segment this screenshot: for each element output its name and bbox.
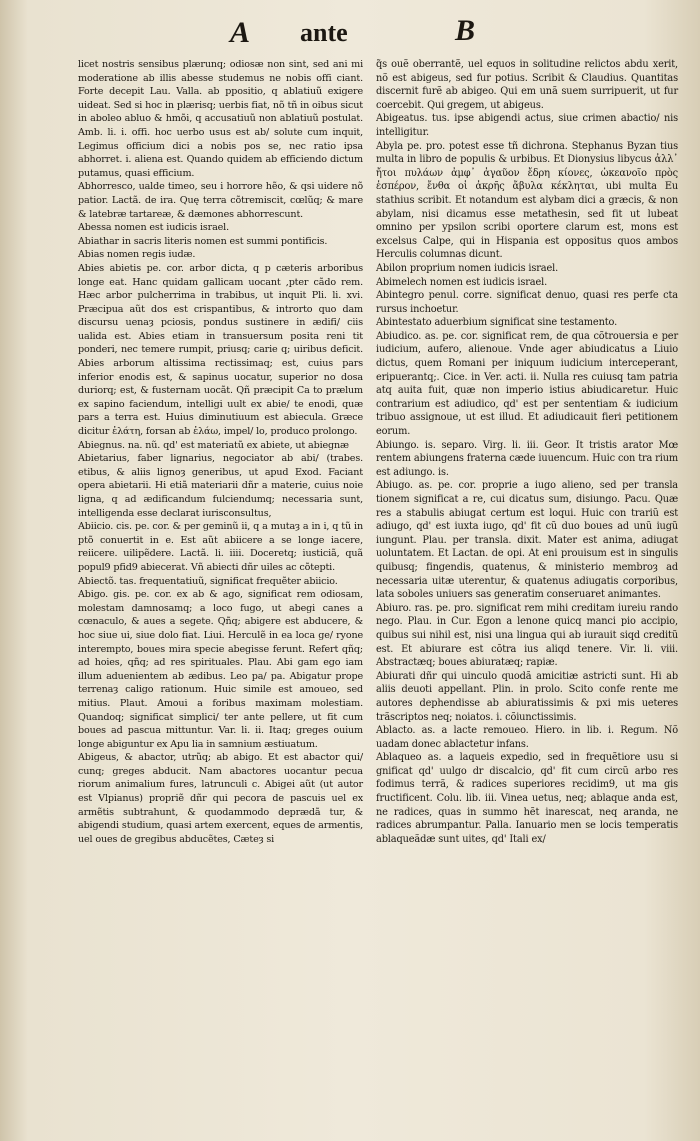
entry-text: Abintestato aduerbium significat sine testamento. xyxy=(376,317,618,329)
entry-text: Abilon proprium nomen iudicis israel. xyxy=(376,262,559,274)
entry-text: Abiurati dñr qui uinculo quodã amicitiæ astricti sunt. Hi ab aliis deuoti appellant. Plin. in prolo. Scito confe rente me autores dephendisse ab abiuratissimis & pxi mis ueteres trãscriptos neq; noiatos. i. cõiunctissimis. xyxy=(376,670,678,723)
header-left-letter: A xyxy=(230,16,251,49)
entry-text: Abigeatus. tus. ipse abigendi actus, siue crimen abactio/ nis intelligitur. xyxy=(376,113,678,138)
entry-text: licet nostris sensibus plærunq; odiosæ non sint, sed ani mi moderatione ab illis abesse studemus ne nobis offi ciant. Forte decepit Lau. Valla. ab ppositio, q ablatiuũ exigere uideat. Sed si hoc in plærisq; uerbis fiat, nõ tñ in oibus sicut in aboleo abluo & hmõi, q accusatiuũ non ablatiuũ postulat. Amb. li. i. offi. hoc uerbo usus est ab/ solute cum inquit, Legimus officium dici a nobis pos se, nec ratio ipsa abhorret. i. aliena est. Quando quidem ab efficiendo dictum putamus, quasi efficium. xyxy=(78,59,363,179)
entry-text: Abietarius, faber lignarius, negociator ab abi/ (trabes. etibus, & aliis lignoȝ generibus, ut apud Exod. Faciant opera abietarii. Hi etiã materiarii dñr a materie, cuius noie ligna, q ad ædificandum fulciendumq; necessaria sunt, intelligenda esse declarat iurisconsultus, xyxy=(78,453,363,519)
entry-text: Abiectõ. tas. frequentatiuũ, significat frequẽter abiicio. xyxy=(78,575,338,587)
entry-text: Abiudico. as. pe. cor. significat rem, de qua cõtrouersia e per iudicium, aufero, alienoue. Vnde ager abiudicatus a Liuio dictus, quem Romani per iniquum iudicium interceperant, eripuerantq;. Cice. in Ver. acti. ii. Nulla res cuiusq tam patria atq auita fuit, quæ non imperio istius abiudicaretur. Huic contrarium est adiudico, qd' est per sententiam & iudicium tribuo assignoue, ut est illud. Et adiudicauit fieri petitionem eorum. xyxy=(376,330,678,438)
entry-text: Abessa nomen est iudicis israel. xyxy=(78,222,229,234)
entry-text: q̃s ouẽ oberrantẽ, uel equos in solitudine relictos abdu xerit, nõ est abigeus, sed fur potius. Scribit & Claudius. Quantitas discernit furẽ ab abigeo. Qui em unã suem surripuerit, ut fur coercebit. Qui gregem, ut abigeus. xyxy=(376,59,678,111)
entry-text: Abintegro penul. corre. significat denuo, quasi res perfe cta rursus inchoetur. xyxy=(376,290,678,315)
header-center-word: ante xyxy=(300,18,348,47)
entry-text: Ablacto. as. a lacte remoueo. Hiero. in lib. i. Regum. Nõ uadam donec ablactetur infans. xyxy=(376,725,678,750)
right-column xyxy=(376,58,678,846)
entry-text: Abiicio. cis. pe. cor. & per geminũ ii, q a mutaȝ a in i, q tũ in ptõ conuertit in e. Est aũt abiicere a se longe iacere, reiicere. uilipẽdere. Lactã. li. iiii. Doceretq; iusticiã, quã popul9 pfid9 abiecerat. Vñ abiecti dñr uiles ac cõtepti. xyxy=(78,521,363,573)
entry-text: Abigo. gis. pe. cor. ex ab & ago, significat rem odiosam, molestam damnosamq; a loco fugo, ut abegi canes a cœnaculo, & aues a segete. Qñq; abigere est abducere, & hoc siue ui, siue dolo fiat. Liui. Herculẽ in ea loca ge/ ryone interempto, boues mira specie abegisse ferunt. Refert qñq; ad hoies, qñq; ad res spirituales. Plau. Abi gam ego iam illum aduenientem ab ædibus. Leo pa/ pa. Abigatur prope terrenaȝ caligo rationum. Huic simile est amoueo, sed mitius. Plaut. Amoui a foribus maximam molestiam. Quandoq; significat simplici/ ter ante pellere, ut fit cum boues ad pascua mittuntur. Var. li. ii. Itaq; greges ouium longe abiguntur ex Apu lia in samnium æstiuatum. xyxy=(78,589,363,750)
running-header xyxy=(0,14,700,48)
entry-text: Abimelech nomen est iudicis israel. xyxy=(376,276,548,288)
entry-text: Abies abietis pe. cor. arbor dicta, q p cæteris arboribus longe eat. Hanc quidam gallicam uocant ,pter cãdo rem. Hæc arbor pulcherrima in trabibus, ut inquit Pli. li. xvi. Præcipua aũt dos est crispantibus, & introrto quo dam discursu uenaȝ pciosis, pondus sustinere in ædifi/ ciis ualida est. Abies etiam in transuersum posita reni tit ponderi, nec temere rumpit, priusq; carie q; uiribus deficit. Abies arborum altissima rectissimaq; est, cuius pars inferior enodis est, & sapinus uocatur, superior no dosa duriorq; est, & fusternam uocãt. Qñ præcipit Ca to prælum ex sapino faciendum, intelligi uult ex abie/ te enodi, quæ pars a terra est. Huius diminutiuum est abiecula. Græce dicitur ἐλάτη, forsan ab ἐλάω, impel/ lo, produco prolongo. xyxy=(78,262,363,438)
entry-text: Abias nomen regis iudæ. xyxy=(78,249,196,261)
entry-text: Abiungo. is. separo. Virg. li. iii. Geor. It tristis arator Mœ rentem abiungens fraterna cæde iuuencum. Huic con tra rium est adiungo. is. xyxy=(376,439,678,478)
left-column xyxy=(78,58,363,846)
entry-text: Abhorresco, ualde timeo, seu i horrore hẽo, & qsi uidere nõ patior. Lactã. de ira. Quę terra cõtremiscit, cœlũq; & mare & latebræ tartareæ, & dæmones abhorrescunt. xyxy=(78,181,363,220)
entry-text: Abiegnus. na. nũ. qd' est materiatũ ex abiete, ut abiegnæ xyxy=(78,439,349,451)
header-right-letter: B xyxy=(455,14,476,47)
entry-text: Abiugo. as. pe. cor. proprie a iugo alieno, sed per transla tionem significat a re, cui dicatus sum, disiungo. Pacu. Quæ res a stabulis abiugat certum est loqui. Huic con trariũ est adiugo, qd' est iuxta iugo, qd' fit cũ duo boues ad unũ iugũ iungunt. Plau. per transla. dixit. Mater est anima, adiugat uoluntatem. Et Lactan. de opi. At eni prouisum est in singulis quibusq; fingendis, quatenus, & ministerio membroȝ ad necessaria uitæ uterentur, & quatenus adiugatis corporibus, lata soboles uniuers sas generatim conseruaret animantes. xyxy=(376,480,678,601)
entry-text: Ablaqueo as. a laqueis expedio, sed in frequẽtiore usu si gnificat qd' uulgo dr discalcio, qd' fit cum circũ arbo res fodimus terrã, & radices superiores recidim9, ut ma gis fructificent. Colu. lib. iii. Vinea uetus, neq; ablaque anda est, ne radices, quas in summo hẽt inarescat, neq aranda, ne radices abrumpantur. Palla. Ianuario men se locis temperatis ablaqueãdæ sunt uites, qd' Itali ex/ xyxy=(376,752,678,845)
entry-text: Abyla pe. pro. potest esse tñ dichrona. Stephanus Byzan tius multa in libro de populis & urbibus. Et Dionysius libycus ἀλλ᾽ ἤτοι πυλάων ἀμφ᾽ ἀγαῦον ἔδρη κίονες, ὠκεανοῖο πρὸς ἑσπέρον, ἔνθα οἱ ἀκρῆς ἄβυλα κέκληται, ubi multa Eu stathius scribit. Et notandum est alybam dici a græcis, & non abylam, nisi dicamus esse metathesin, sed fit ut lubeat omnino per ypsilon scribi oportere clarum est, mons est excelsus Calpe, qui in Hispania est oppositus quos ambos Herculis columnas dicunt. xyxy=(376,140,678,261)
entry-text: Abiuro. ras. pe. pro. significat rem mihi creditam iureiu rando nego. Plau. in Cur. Egon a lenone quicq manci pio accipio, quibus sui nihil est, nisi una lingua qui ab iurauit siqd creditũ est. Et abiurare est cõtra ius aliqd tenere. Vir. li. viii. Abstractæq; boues abiuratæq; rapiæ. xyxy=(376,602,678,669)
entry-text: Abigeus, & abactor, utrũq; ab abigo. Et est abactor qui/ cunq; greges abducit. Nam abactores uocantur pecua riorum animalium fures, latrunculi c. Abigei aũt (ut autor est Vlpianus) propriẽ dñr qui pecora de pascuis uel ex armẽtis subtrahunt, & quodammodo deprædã tur, & abigendi studium, quasi artem exercent, eques de armentis, uel oues de gregibus abducẽtes, Cæteȝ si xyxy=(78,752,363,845)
entry-text: Abiathar in sacris literis nomen est summi pontificis. xyxy=(78,235,328,247)
